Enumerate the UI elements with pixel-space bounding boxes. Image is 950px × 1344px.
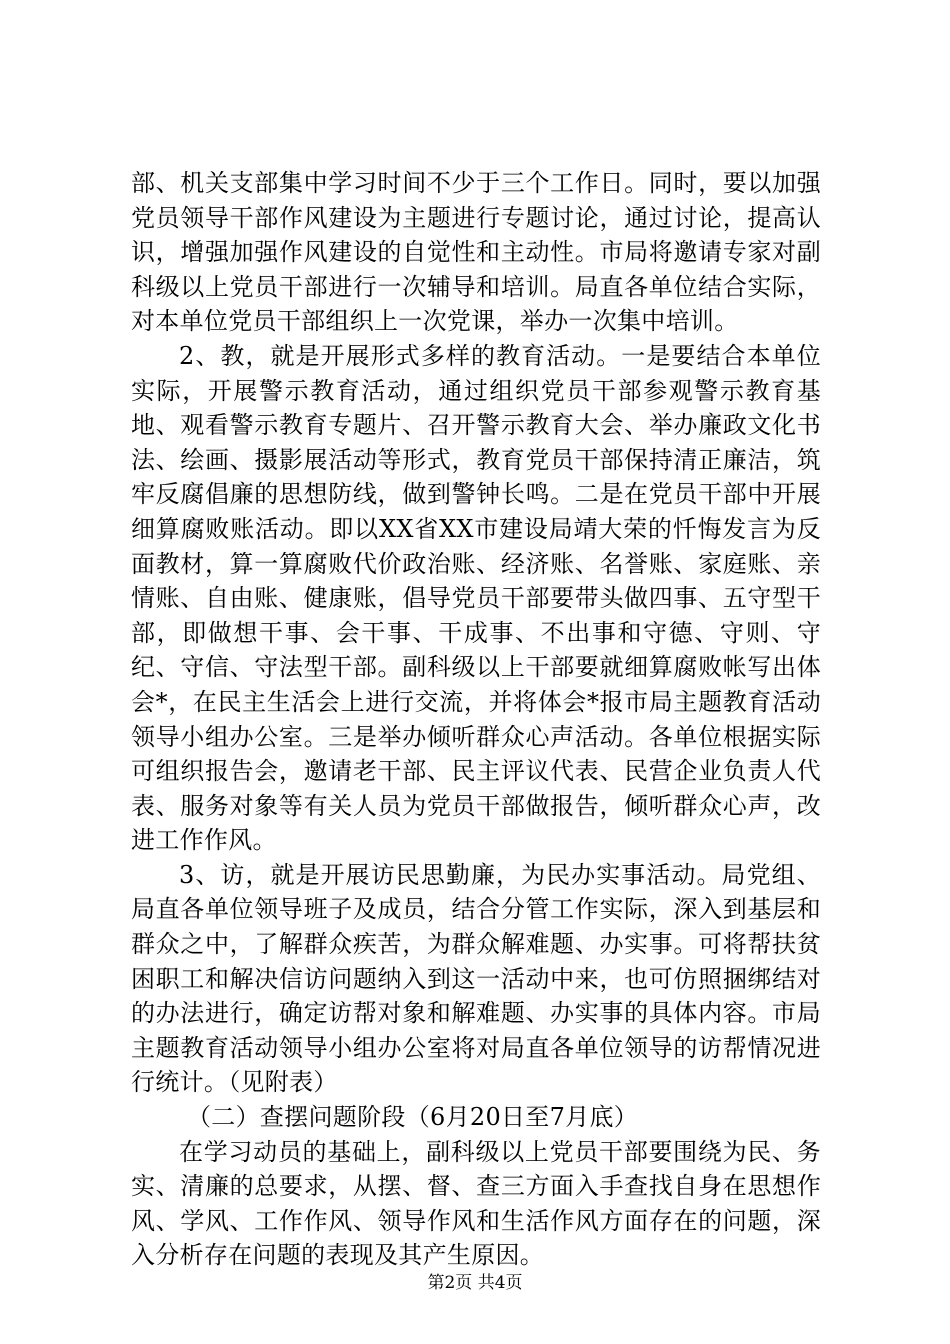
- paragraph-problem-finding: 在学习动员的基础上，副科级以上党员干部要围绕为民、务实、清廉的总要求，从摆、督、查三方面入手查找自身在思想作风、学风、工作作风、领导作风和生活作风方面存在的问题，深入分析存在问题的表现及其产生原因。: [131, 1137, 821, 1270]
- section-heading-problem-stage: （二）查摆问题阶段（6月20日至7月底）: [187, 1103, 639, 1132]
- paragraph-education-activities: 2、教，就是开展形式多样的教育活动。一是要结合本单位实际，开展警示教育活动，通过组织党员干部参观警示教育基地、观看警示教育专题片、召开警示教育大会、举办廉政文化书法、绘画、摄影展活动等形式，教育党员干部保持清正廉洁，筑牢反腐倡廉的思想防线，做到警钟长鸣。二是在党员干部中开展细算腐败账活动。即以XX省XX市建设局靖大荣的忏悔发言为反面教材，算一算腐败代价政治账、经济账、名誉账、家庭账、亲情账、自由账、健康账，倡导党员干部要带头做四事、五守型干部，即做想干事、会干事、干成事、不出事和守德、守则、守纪、守信、守法型干部。副科级以上干部要就细算腐败帐写出体会*，在民主生活会上进行交流，并将体会*报市局主题教育活动领导小组办公室。三是举办倾听群众心声活动。各单位根据实际可组织报告会，邀请老干部、民主评议代表、民营企业负责人代表、服务对象等有关人员为党员干部做报告，倾听群众心声，改进工作作风。: [131, 341, 821, 855]
- paragraph-study-continuation: 部、机关支部集中学习时间不少于三个工作日。同时，要以加强党员领导干部作风建设为主题进行专题讨论，通过讨论，提高认识，增强加强作风建设的自觉性和主动性。市局将邀请专家对副科级以上党员干部进行一次辅导和培训。局直各单位结合实际，对本单位党员干部组织上一次党课，举办一次集中培训。: [131, 169, 821, 336]
- document-body: [131, 166, 821, 1273]
- paragraph-visit-activities: 3、访，就是开展访民思勤廉，为民办实事活动。局党组、局直各单位领导班子及成员，结合分管工作实际，深入到基层和群众之中，了解群众疾苦，为群众解难题、办实事。可将帮扶贫困职工和解决信访问题纳入到这一活动中来，也可仿照捆绑结对的办法进行，确定访帮对象和解难题、办实事的具体内容。市局主题教育活动领导小组办公室将对局直各单位领导的访帮情况进行统计。（见附表）: [131, 860, 821, 1097]
- page-number-footer: 第2页 共4页: [427, 1273, 523, 1293]
